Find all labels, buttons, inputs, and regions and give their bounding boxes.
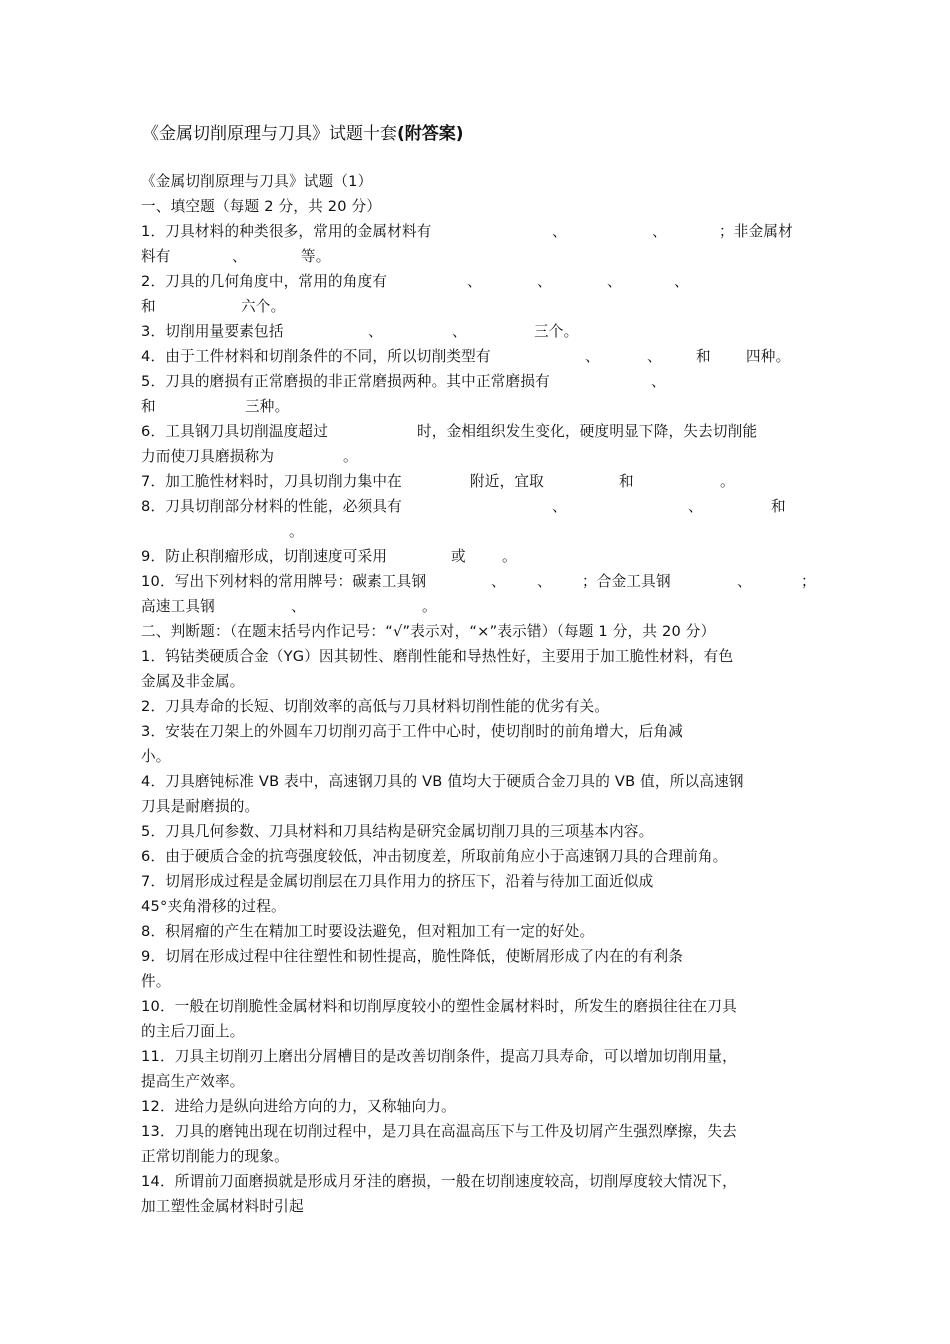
exam-subtitle: 《金属切削原理与刀具》试题（1） [141, 173, 373, 190]
fill-question-10-cont: 高速工具钢 、 。 [141, 598, 437, 615]
tf-line: 刀具是耐磨损的。 [141, 798, 260, 815]
tf-line: 金属及非金属。 [141, 673, 245, 690]
fill-question-8: 8．刀具切削部分材料的性能，必须具有 、 、 和 [141, 498, 786, 515]
section-fill-blank-heading: 一、填空题（每题 2 分，共 20 分） [141, 198, 382, 215]
tf-line: 4．刀具磨钝标准 VB 表中，高速钢刀具的 VB 值均大于硬质合金刀具的 VB 值，所以高速钢 [141, 773, 744, 790]
fill-question-9: 9．防止积削瘤形成，切削速度可采用 或 。 [141, 548, 517, 565]
tf-line: 6．由于硬质合金的抗弯强度较低，冲击韧度差，所取前角应小于高速钢刀具的合理前角。 [141, 848, 728, 865]
tf-line: 的主后刀面上。 [141, 1023, 245, 1040]
tf-line: 加工塑性金属材料时引起 [141, 1198, 304, 1215]
tf-line: 1．钨钴类硬质合金（YG）因其韧性、磨削性能和导热性好，主要用于加工脆性材料，有色 [141, 648, 734, 665]
tf-line: 45°夹角滑移的过程。 [141, 898, 286, 915]
tf-line: 10．一般在切削脆性金属材料和切削厚度较小的塑性金属材料时，所发生的磨损往往在刀具 [141, 998, 737, 1015]
section-true-false-heading: 二、判断题：（在题末括号内作记号：“√”表示对，“×”表示错）（每题 1 分，共 20 分） [141, 623, 716, 640]
document-title [142, 121, 464, 147]
tf-line: 13．刀具的磨钝出现在切削过程中，是刀具在高温高压下与工件及切屑产生强烈摩擦，失去 [141, 1123, 737, 1140]
tf-line: 11．刀具主切削刃上磨出分屑槽目的是改善切削条件，提高刀具寿命，可以增加切削用量， [141, 1048, 737, 1065]
tf-line: 5．刀具几何参数、刀具材料和刀具结构是研究金属切削刀具的三项基本内容。 [141, 823, 654, 840]
fill-question-2: 2．刀具的几何角度中，常用的角度有 、 、 、 、 [141, 273, 689, 290]
fill-question-1: 1．刀具材料的种类很多，常用的金属材料有 、 、 ；非金属材 [141, 223, 793, 240]
title-text: 《金属切削原理与刀具》试题十套 [142, 124, 397, 144]
fill-question-3: 3．切削用量要素包括 、 、 三个。 [141, 323, 579, 340]
tf-line: 2．刀具寿命的长短、切削效率的高低与刀具材料切削性能的优劣有关。 [141, 698, 610, 715]
fill-question-2-cont: 和 六个。 [141, 298, 286, 315]
fill-question-5: 5．刀具的磨损有正常磨损的非正常磨损两种。其中正常磨损有 、 [141, 373, 666, 390]
fill-question-10: 10．写出下列材料的常用牌号：碳素工具钢 、 、 ；合金工具钢 、 ； [141, 573, 816, 590]
fill-question-4: 4．由于工件材料和切削条件的不同，所以切削类型有 、 、 和 四种。 [141, 348, 791, 365]
fill-question-6: 6．工具钢刀具切削温度超过 时，金相组织发生变化，硬度明显下降，失去切削能 [141, 423, 758, 440]
fill-question-6-cont: 力而使刀具磨损称为 。 [141, 448, 358, 465]
fill-question-5-cont: 和 三种。 [141, 398, 290, 415]
tf-line: 14．所谓前刀面磨损就是形成月牙洼的磨损，一般在切削速度较高，切削厚度较大情况下， [141, 1173, 737, 1190]
title-bold-suffix: (附答案) [397, 124, 464, 144]
tf-line: 3．安装在刀架上的外圆车刀切削刃高于工件中心时，使切削时的前角增大，后角减 [141, 723, 684, 740]
tf-line: 提高生产效率。 [141, 1073, 245, 1090]
tf-line: 正常切削能力的现象。 [141, 1148, 289, 1165]
tf-line: 8．积屑瘤的产生在精加工时要设法避免，但对粗加工有一定的好处。 [141, 923, 595, 940]
tf-line: 件。 [141, 973, 171, 990]
fill-question-1-cont: 料有 、 等。 [141, 248, 331, 265]
tf-line: 7．切屑形成过程是金属切削层在刀具作用力的挤压下，沿着与待加工面近似成 [141, 873, 654, 890]
fill-question-7: 7．加工脆性材料时，刀具切削力集中在 附近，宜取 和 。 [141, 473, 735, 490]
fill-question-8-cont: 。 [289, 523, 304, 540]
tf-line: 12．进给力是纵向进给方向的力，又称轴向力。 [141, 1098, 456, 1115]
tf-line: 9．切屑在形成过程中往往塑性和韧性提高，脆性降低，使断屑形成了内在的有利条 [141, 948, 684, 965]
tf-line: 小。 [141, 748, 171, 765]
